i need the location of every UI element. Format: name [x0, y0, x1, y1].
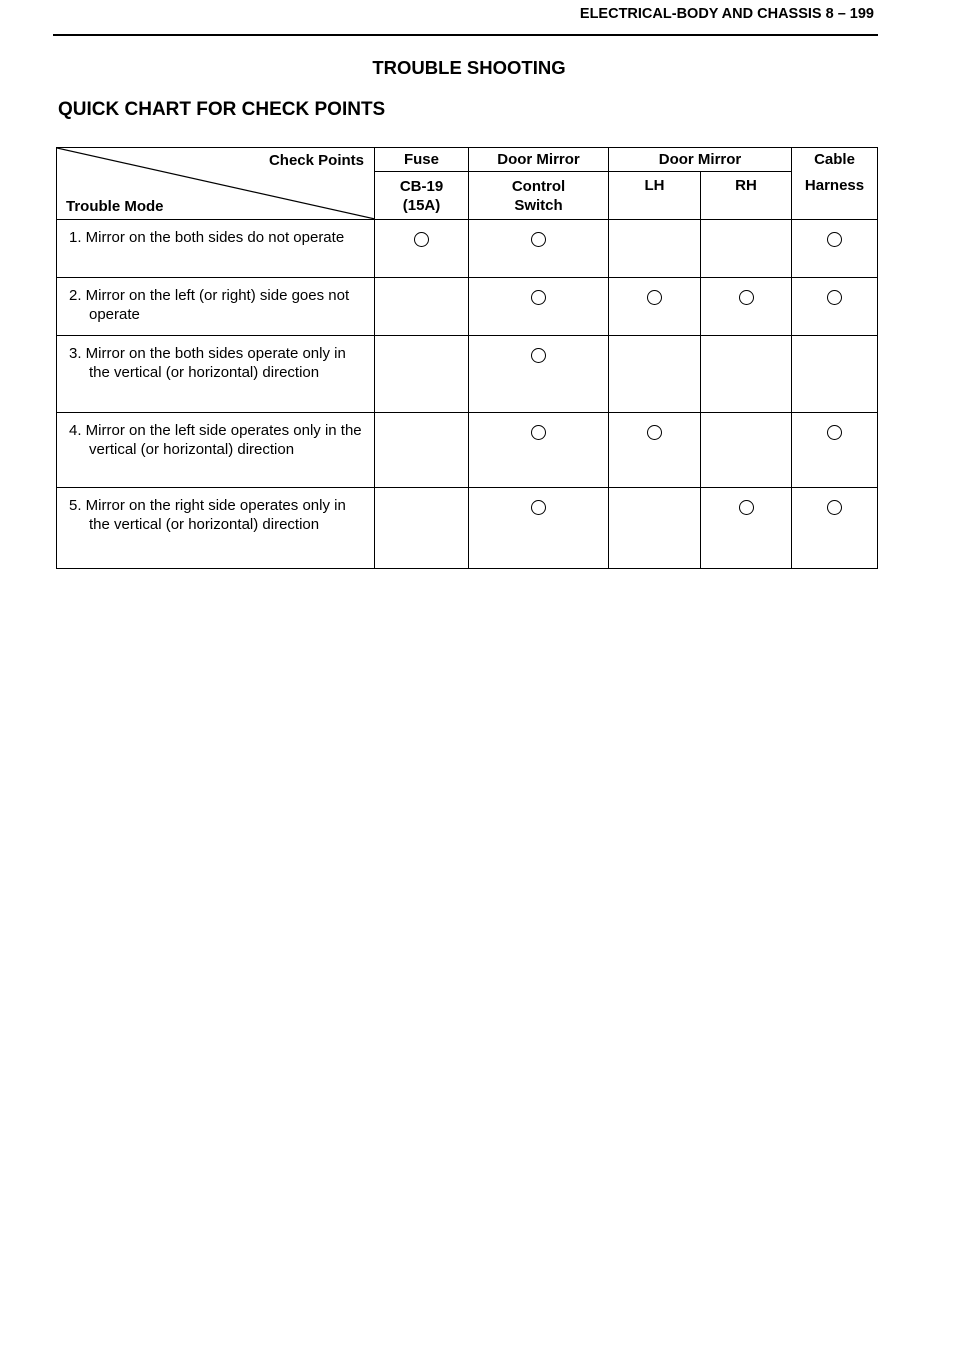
- trouble-mode-cell: [57, 488, 375, 569]
- check-points-table: [56, 147, 878, 569]
- check-cell: [469, 413, 609, 488]
- check-circle-icon: [739, 290, 754, 305]
- check-circle-icon: [647, 425, 662, 440]
- check-circle-icon: [531, 425, 546, 440]
- check-cell: [792, 413, 878, 488]
- check-circle-icon: [531, 290, 546, 305]
- check-circle-icon: [414, 232, 429, 247]
- trouble-mode-cell: [57, 220, 375, 278]
- header-cable: Cable: [792, 148, 878, 172]
- check-cell: [701, 220, 792, 278]
- header-rh: RH: [701, 172, 792, 220]
- table-row: [57, 488, 878, 569]
- header-lh: LH: [609, 172, 701, 220]
- check-cell: [609, 336, 701, 413]
- check-cell: [609, 413, 701, 488]
- trouble-mode-cell: [57, 278, 375, 336]
- check-circle-icon: [531, 348, 546, 363]
- header-fuse: Fuse: [375, 148, 469, 172]
- check-cell: [792, 220, 878, 278]
- check-cell: [609, 488, 701, 569]
- check-cell: [792, 336, 878, 413]
- check-cell: [792, 488, 878, 569]
- trouble-mode-cell: [57, 336, 375, 413]
- header-fuse-detail: [375, 172, 469, 220]
- check-points-label: Check Points: [268, 152, 364, 169]
- check-cell: [469, 278, 609, 336]
- check-cell: [469, 336, 609, 413]
- check-cell: [375, 488, 469, 569]
- check-circle-icon: [647, 290, 662, 305]
- trouble-mode-text: 5. Mirror on the right side operates only in the vertical (or horizontal) direction: [69, 497, 346, 533]
- trouble-mode-label: Trouble Mode: [66, 198, 164, 215]
- check-cell: [469, 488, 609, 569]
- header-control-switch: [469, 172, 609, 220]
- check-circle-icon: [827, 290, 842, 305]
- fuse-rating: (15A): [402, 196, 441, 214]
- check-cell: [701, 488, 792, 569]
- table-row: [57, 336, 878, 413]
- switch-label: Switch: [514, 196, 563, 214]
- table-row: [57, 278, 878, 336]
- check-circle-icon: [739, 500, 754, 515]
- section-title: QUICK CHART FOR CHECK POINTS: [58, 99, 386, 120]
- trouble-mode-text: 1. Mirror on the both sides do not operate: [69, 229, 345, 246]
- table-corner-cell: [57, 148, 375, 220]
- check-cell: [609, 278, 701, 336]
- header-door-mirror: Door Mirror: [609, 148, 792, 172]
- fuse-id: CB-19: [399, 177, 444, 195]
- check-circle-icon: [827, 500, 842, 515]
- check-cell: [375, 278, 469, 336]
- running-header: ELECTRICAL-BODY AND CHASSIS 8 – 199: [579, 6, 874, 22]
- check-circle-icon: [827, 232, 842, 247]
- check-cell: [375, 220, 469, 278]
- control-label: Control: [511, 177, 566, 195]
- check-circle-icon: [827, 425, 842, 440]
- check-circle-icon: [531, 500, 546, 515]
- header-harness: Harness: [792, 172, 878, 220]
- check-cell: [469, 220, 609, 278]
- check-cell: [375, 336, 469, 413]
- check-circle-icon: [531, 232, 546, 247]
- table-body: [57, 220, 878, 569]
- check-cell: [701, 336, 792, 413]
- trouble-mode-text: 4. Mirror on the left side operates only in the vertical (or horizontal) direction: [69, 422, 362, 458]
- trouble-mode-cell: [57, 413, 375, 488]
- table-row: [57, 220, 878, 278]
- check-cell: [375, 413, 469, 488]
- trouble-mode-text: 3. Mirror on the both sides operate only in the vertical (or horizontal) direction: [69, 345, 346, 381]
- check-cell: [701, 278, 792, 336]
- check-cell: [609, 220, 701, 278]
- table-row: [57, 413, 878, 488]
- trouble-mode-text: 2. Mirror on the left (or right) side goes not operate: [69, 287, 350, 323]
- check-cell: [701, 413, 792, 488]
- check-cell: [792, 278, 878, 336]
- header-control-switch-top: Door Mirror: [469, 148, 609, 172]
- header-rule: [53, 34, 878, 36]
- page-title: TROUBLE SHOOTING: [372, 57, 566, 78]
